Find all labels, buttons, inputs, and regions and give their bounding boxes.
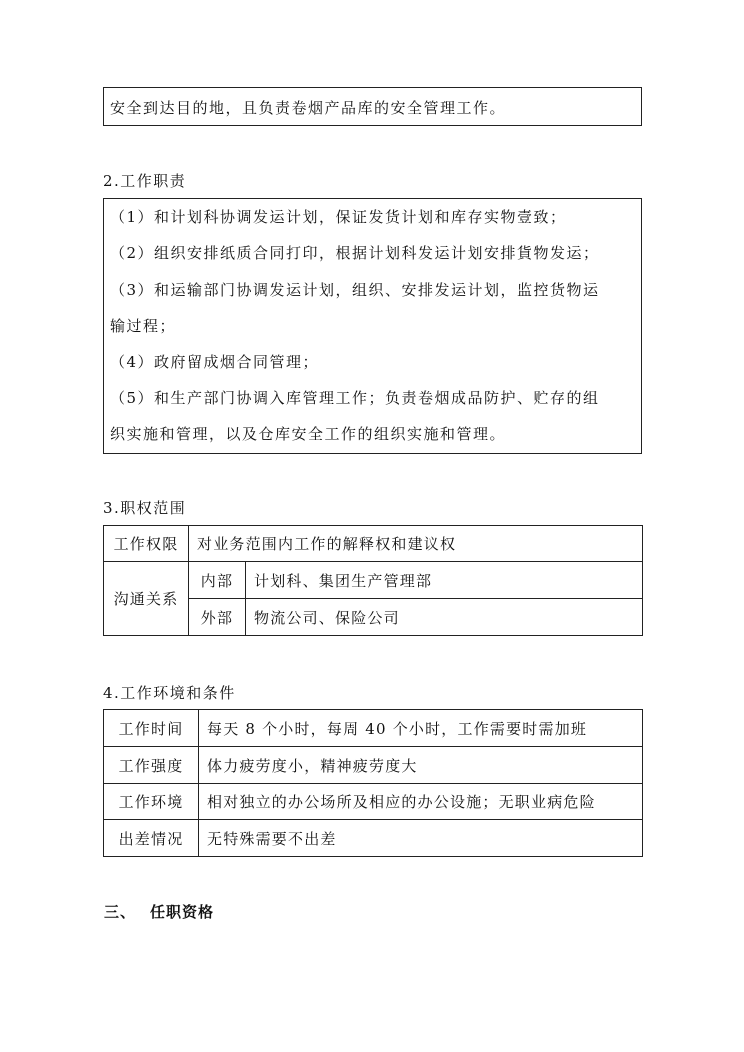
duty-line: （1）和计划科协调发运计划，保证发货计划和库存实物壹致； [110,208,567,226]
environment-value: 每天 8 个小时，每周 40 个小时，工作需要时需加班 [199,710,643,747]
continuation-box [103,87,642,126]
table-row [104,820,643,857]
duty-line: （4）政府留成烟合同管理； [110,353,320,371]
duty-line: 织实施和管理，以及仓库安全工作的组织实施和管理。 [110,425,507,443]
environment-label: 工作环境 [104,784,199,820]
table-row [104,747,643,784]
duty-line: 输过程； [110,317,177,335]
section-title: 任职资格 [150,903,215,921]
authority-table [103,525,643,636]
section-three-heading [104,901,214,922]
section-number: 三、 [104,903,137,921]
comm-label: 沟通关系 [104,562,189,636]
environment-value: 体力疲劳度小，精神疲劳度大 [199,747,643,784]
duty-line: （3）和运输部门协调发运计划，组织、安排发运计划，监控货物运 [110,281,600,299]
environment-value: 相对独立的办公场所及相应的办公设施；无职业病危险 [199,784,643,820]
external-label: 外部 [189,599,246,636]
duty-line: （2）组织安排纸质合同打印，根据计划科发运计划安排貨物发运； [110,244,600,262]
authority-heading: 3.职权范围 [103,499,187,517]
duties-heading: 2.工作职责 [103,172,187,190]
environment-value: 无特殊需要不出差 [199,820,643,857]
table-row [104,710,643,747]
rights-label: 工作权限 [104,526,189,562]
environment-label: 出差情况 [104,820,199,857]
environment-label: 工作强度 [104,747,199,784]
external-value: 物流公司、保险公司 [246,599,643,636]
environment-label: 工作时间 [104,710,199,747]
table-row [104,784,643,820]
duties-box [103,198,642,454]
environment-heading: 4.工作环境和条件 [103,684,236,702]
environment-table [103,709,643,857]
internal-value: 计划科、集团生产管理部 [246,562,643,599]
rights-value: 对业务范围内工作的解释权和建议权 [189,526,643,562]
continuation-text: 安全到达目的地，且负责卷烟产品库的安全管理工作。 [110,99,507,117]
internal-label: 内部 [189,562,246,599]
duty-line: （5）和生产部门协调入库管理工作；负责卷烟成品防护、贮存的组 [110,389,600,407]
